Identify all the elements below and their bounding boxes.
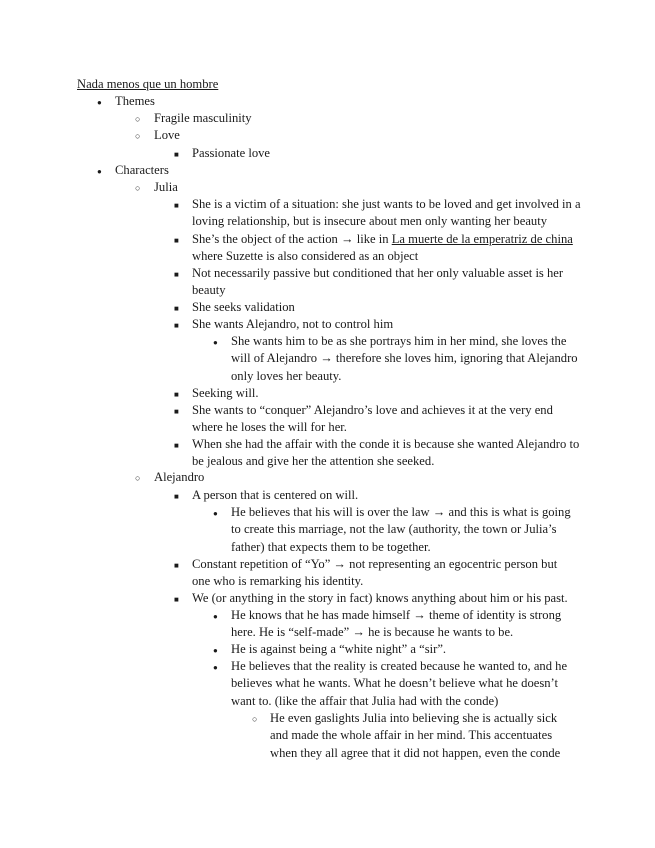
bullet-circle — [135, 110, 140, 128]
bullet-circle — [252, 710, 257, 728]
outline-item-characters: Characters — [115, 163, 169, 177]
bullet-circle — [135, 179, 140, 197]
bullet-square — [174, 299, 179, 317]
alejandro-point-past: We (or anything in the story in fact) knows anything about him or his past. — [192, 591, 568, 605]
outline-item-love: Love — [154, 128, 180, 142]
document-title: Nada menos que un hombre — [77, 77, 219, 91]
julia-point-wants-alejandro: She wants Alejandro, not to control him — [192, 317, 394, 331]
julia-point-conquer: She wants to “conquer” Alejandro’s love and achieves it at the very end where he loses the will for her. — [192, 403, 553, 435]
outline-item-julia: Julia — [154, 180, 178, 194]
bullet-square — [174, 265, 179, 283]
outline-item-fragile-masculinity: Fragile masculinity — [154, 111, 252, 125]
julia-point-object: She’s the object of the action → like in La muerte de la emperatriz de china where Suzette is also considered as an object — [192, 232, 573, 264]
bullet-square — [174, 436, 179, 454]
bullet-square — [174, 231, 179, 249]
outline-item-alejandro: Alejandro — [154, 470, 205, 484]
alejandro-point-yo: Constant repetition of “Yo” → not representing an egocentric person but one who is remarking his identity. — [192, 557, 558, 589]
alejandro-subpoint-law: He believes that his will is over the law → and this is what is going to create this marriage, not the law (authority, the town or Julia’s father) that expects them to be together. — [231, 505, 571, 554]
bullet-square — [174, 556, 179, 574]
item-text: Themes — [115, 94, 155, 108]
bullet-square — [174, 487, 179, 505]
bullet-square — [174, 196, 179, 214]
bullet-circle — [135, 127, 140, 145]
bullet-disc — [213, 333, 218, 351]
julia-point-seeking-will: Seeking will. — [192, 386, 259, 400]
outline-item-themes — [115, 93, 155, 110]
julia-point-affair: When she had the affair with the conde it is because she wanted Alejandro to be jealous and give her the attention she seeked. — [192, 437, 580, 469]
bullet-square — [174, 590, 179, 608]
bullet-disc — [213, 641, 218, 659]
alejandro-point-will: A person that is centered on will. — [192, 488, 359, 502]
bullet-square — [174, 402, 179, 420]
bullet-square — [174, 385, 179, 403]
bullet-disc — [97, 93, 102, 111]
alejandro-subpoint-white-night: He is against being a “white night” a “sir”. — [231, 642, 447, 656]
bullet-disc — [213, 658, 218, 676]
julia-subpoint-portrays: She wants him to be as she portrays him in her mind, she loves the will of Alejandro → therefore she loves him, ignoring that Alejandro only loves her beauty. — [231, 334, 578, 383]
alejandro-subpoint-reality: He believes that the reality is created because he wanted to, and he believes what he wants. What he doesn’t believe what he doesn’t want to. (like the affair that Julia had with the conde) — [231, 659, 568, 708]
julia-point-victim: She is a victim of a situation: she just wants to be loved and get involved in a loving relationship, but is insecure about men only wanting her beauty — [192, 197, 581, 229]
alejandro-subsubpoint-gaslights: He even gaslights Julia into believing she is actually sick and made the whole affair in her mind. This accentuates when they all agree that it did not happen, even the conde — [270, 711, 561, 760]
bullet-disc — [213, 504, 218, 522]
bullet-disc — [213, 607, 218, 625]
alejandro-subpoint-self-made: He knows that he has made himself → theme of identity is strong here. He is “self-made” → he is because he wants to be. — [231, 608, 562, 640]
julia-point-validation: She seeks validation — [192, 300, 295, 314]
book-title-link: La muerte de la emperatriz de china — [391, 232, 573, 246]
outline-item-passionate-love: Passionate love — [192, 146, 270, 160]
julia-point-conditioned: Not necessarily passive but conditioned that her only valuable asset is her beauty — [192, 266, 564, 298]
bullet-circle — [135, 469, 140, 487]
bullet-disc — [97, 162, 102, 180]
bullet-square — [174, 316, 179, 334]
bullet-square — [174, 145, 179, 163]
